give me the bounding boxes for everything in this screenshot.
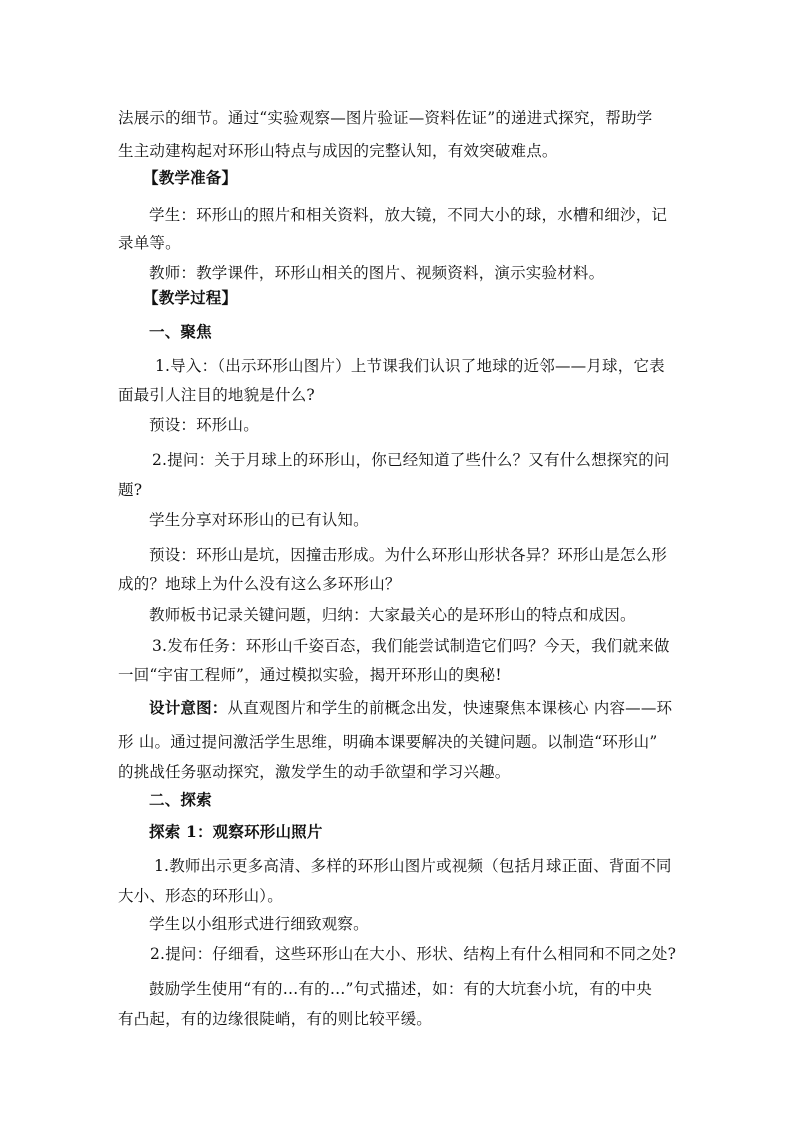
design-intent-label: 设计意图： bbox=[149, 698, 228, 717]
section-heading-explore: 二、探索 bbox=[149, 790, 212, 809]
paragraph-line: 学生以小组形式进行细致观察。 bbox=[149, 915, 369, 933]
design-intent-text: 从直观图片和学生的前概念出发，快速聚焦本课核心 内容——环 bbox=[227, 699, 673, 717]
paragraph-line: 教师：教学课件，环形山相关的图片、视频资料，演示实验材料。 bbox=[149, 264, 605, 282]
paragraph-line: 教师板书记录关键问题，归纳：大家最关心的是环形山的特点和成因。 bbox=[149, 606, 636, 624]
paragraph-line: 形 山。通过提问激活学生思维，明确本课要解决的关键问题。以制造“环形山” bbox=[118, 733, 658, 751]
section-heading-process: 【教学过程】 bbox=[143, 288, 238, 307]
paragraph-line: 3.发布任务：环形山千姿百态，我们能尝试制造它们吗？今天，我们就来做 bbox=[152, 637, 670, 655]
paragraph-line: 预设：环形山是坑，因撞击形成。为什么环形山形状各异？环形山是怎么形 bbox=[149, 546, 668, 564]
paragraph-line: 1.教师出示更多高清、多样的环形山图片或视频（包括月球正面、背面不同 bbox=[154, 857, 672, 875]
design-intent-line bbox=[149, 698, 709, 718]
paragraph-line: 的挑战任务驱动探究，激发学生的动手欲望和学习兴趣。 bbox=[118, 763, 511, 781]
paragraph-line: 1.导入：（出示环形山图片）上节课我们认识了地球的近邻——月球，它表 bbox=[155, 357, 665, 375]
paragraph-line: 面最引人注目的地貌是什么? bbox=[118, 386, 315, 404]
paragraph-line: 学生：环形山的照片和相关资料，放大镜，不同大小的球，水槽和细沙，记 bbox=[149, 206, 668, 224]
paragraph-line: 录单等。 bbox=[118, 234, 181, 252]
paragraph-line: 大小、形态的环形山）。 bbox=[118, 887, 283, 905]
section-heading-preparation: 【教学准备】 bbox=[143, 168, 238, 187]
paragraph-line: 有凸起，有的边缘很陡峭，有的则比较平缓。 bbox=[118, 1010, 433, 1028]
paragraph-line: 预设：环形山。 bbox=[149, 416, 259, 434]
paragraph-line: 生主动建构起对环形山特点与成因的完整认知，有效突破难点。 bbox=[118, 142, 558, 160]
paragraph-line: 一回“宇宙工程师”，通过模拟实验，揭开环形山的奥秘! bbox=[118, 666, 502, 684]
paragraph-line: 鼓励学生使用“有的…有的…”句式描述，如：有的大坑套小坑，有的中央 bbox=[149, 980, 652, 998]
paragraph-line: 题? bbox=[118, 481, 143, 499]
section-heading-focus: 一、聚焦 bbox=[149, 322, 212, 341]
paragraph-line: 成的？地球上为什么没有这么多环形山？ bbox=[118, 575, 401, 593]
paragraph-line: 2.提问：仔细看，这些环形山在大小、形状、结构上有什么相同和不同之处? bbox=[150, 945, 677, 963]
paragraph-line: 学生分享对环形山的已有认知。 bbox=[149, 511, 369, 529]
subsection-heading-explore-1: 探索 1：观察环形山照片 bbox=[149, 822, 323, 841]
paragraph-line: 2.提问：关于月球上的环形山，你已经知道了些什么？又有什么想探究的问 bbox=[152, 451, 670, 469]
paragraph-line: 法展示的细节。通过“实验观察—图片验证—资料佐证”的递进式探究，帮助学 bbox=[118, 109, 653, 127]
